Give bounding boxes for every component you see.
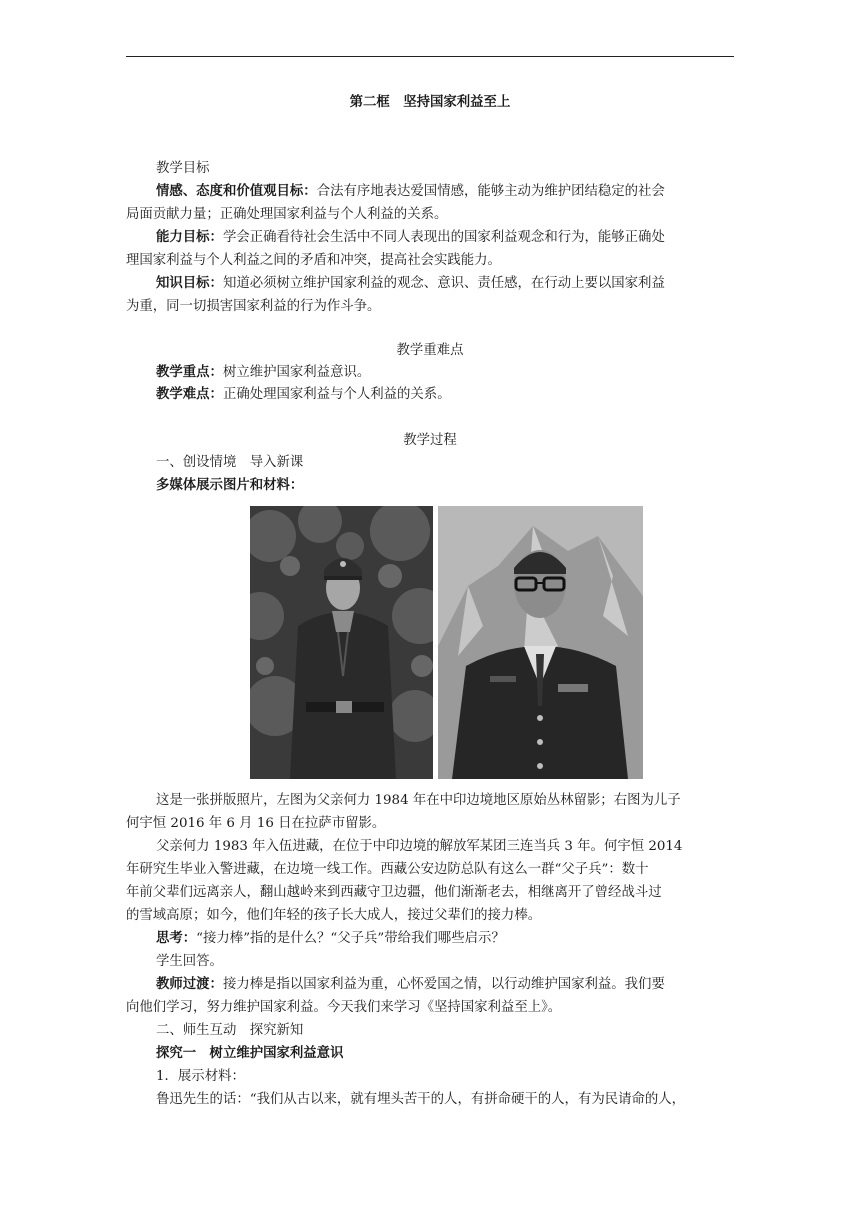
- difficulty-label: 教学难点：: [156, 387, 223, 402]
- teacher-transition: [126, 974, 665, 996]
- media-label: 多媒体展示图片和材料：: [156, 478, 304, 493]
- knowledge-goal-text-2: 为重，同一切损害国家利益的行为作斗争。: [126, 299, 381, 314]
- focus-point: [126, 362, 370, 384]
- ability-goal: [126, 227, 665, 249]
- transition-text-1: 接力棒是指以国家利益为重，心怀爱国之情，以行动维护国家利益。我们要: [222, 977, 665, 992]
- page-title: 第二框 坚持国家利益至上: [349, 95, 511, 110]
- transition-label: 教师过渡：: [156, 977, 223, 992]
- story-line-1: 父亲何力 1983 年入伍进藏，在位于中印边境的解放军某团三连当兵 3 年。何宇恒 2014: [156, 839, 683, 854]
- show-material-label: 1．展示材料：: [156, 1069, 245, 1084]
- emotion-goal-label: 情感、态度和价值观目标：: [156, 184, 317, 199]
- explore-1-heading: 探究一 树立维护国家利益意识: [156, 1046, 344, 1061]
- difficulty-point: [126, 384, 451, 406]
- header-rule: [126, 56, 734, 57]
- emotion-goal: [126, 181, 665, 203]
- difficulty-text: 正确处理国家利益与个人利益的关系。: [222, 387, 451, 402]
- ability-goal-text-2: 理国家利益与个人利益之间的矛盾和冲突，提高社会实践能力。: [126, 253, 501, 268]
- emotion-goal-text-1: 合法有序地表达爱国情感，能够主动为维护团结稳定的社会: [316, 184, 665, 199]
- section-2-heading: 二、师生互动 探究新知: [156, 1023, 304, 1038]
- emotion-goal-text-2: 局面贡献力量；正确处理国家利益与个人利益的关系。: [126, 207, 448, 222]
- transition-text-2: 向他们学习，努力维护国家利益。今天我们来学习《坚持国家利益至上》。: [126, 1000, 562, 1015]
- focus-label: 教学重点：: [156, 365, 223, 380]
- story-line-2: 年研究生毕业入警进藏，在边境一线工作。西藏公安边防总队有这么一群“父子兵”：数十: [126, 862, 649, 877]
- knowledge-goal: [126, 273, 665, 295]
- knowledge-goal-text-1: 知道必须树立维护国家利益的观念、意识、责任感，在行动上要以国家利益: [222, 276, 665, 291]
- photo-caption-1: 这是一张拼版照片，左图为父亲何力 1984 年在中印边境地区原始丛林留影；右图为儿子: [156, 793, 681, 808]
- son-photo: [438, 506, 643, 779]
- ability-goal-label: 能力目标：: [156, 230, 223, 245]
- keypoints-heading: 教学重难点: [396, 343, 464, 358]
- think-question: [126, 928, 505, 950]
- photo-caption-2: 何宇恒 2016 年 6 月 16 日在拉萨市留影。: [126, 816, 386, 831]
- think-text: “接力棒”指的是什么？“父子兵”带给我们哪些启示？: [196, 931, 505, 946]
- lu-xun-quote: 鲁迅先生的话：“我们从古以来，就有埋头苦干的人，有拼命硬干的人，有为民请命的人，: [156, 1092, 686, 1107]
- ability-goal-text-1: 学会正确看待社会生活中不同人表现出的国家利益观念和行为，能够正确处: [222, 230, 665, 245]
- knowledge-goal-label: 知识目标：: [156, 276, 223, 291]
- think-label: 思考：: [156, 931, 197, 946]
- composite-photo: [250, 506, 643, 779]
- story-line-4: 的雪域高原；如今，他们年轻的孩子长大成人，接过父辈们的接力棒。: [126, 908, 542, 923]
- process-heading: 教学过程: [403, 433, 457, 448]
- student-answer: 学生回答。: [156, 954, 223, 969]
- goals-heading: 教学目标: [156, 161, 210, 176]
- father-photo: [250, 506, 433, 779]
- section-1-heading: 一、创设情境 导入新课: [156, 455, 304, 470]
- focus-text: 树立维护国家利益意识。: [222, 365, 371, 380]
- story-line-3: 年前父辈们远离亲人，翻山越岭来到西藏守卫边疆，他们渐渐老去，相继离开了曾经战斗过: [126, 885, 662, 900]
